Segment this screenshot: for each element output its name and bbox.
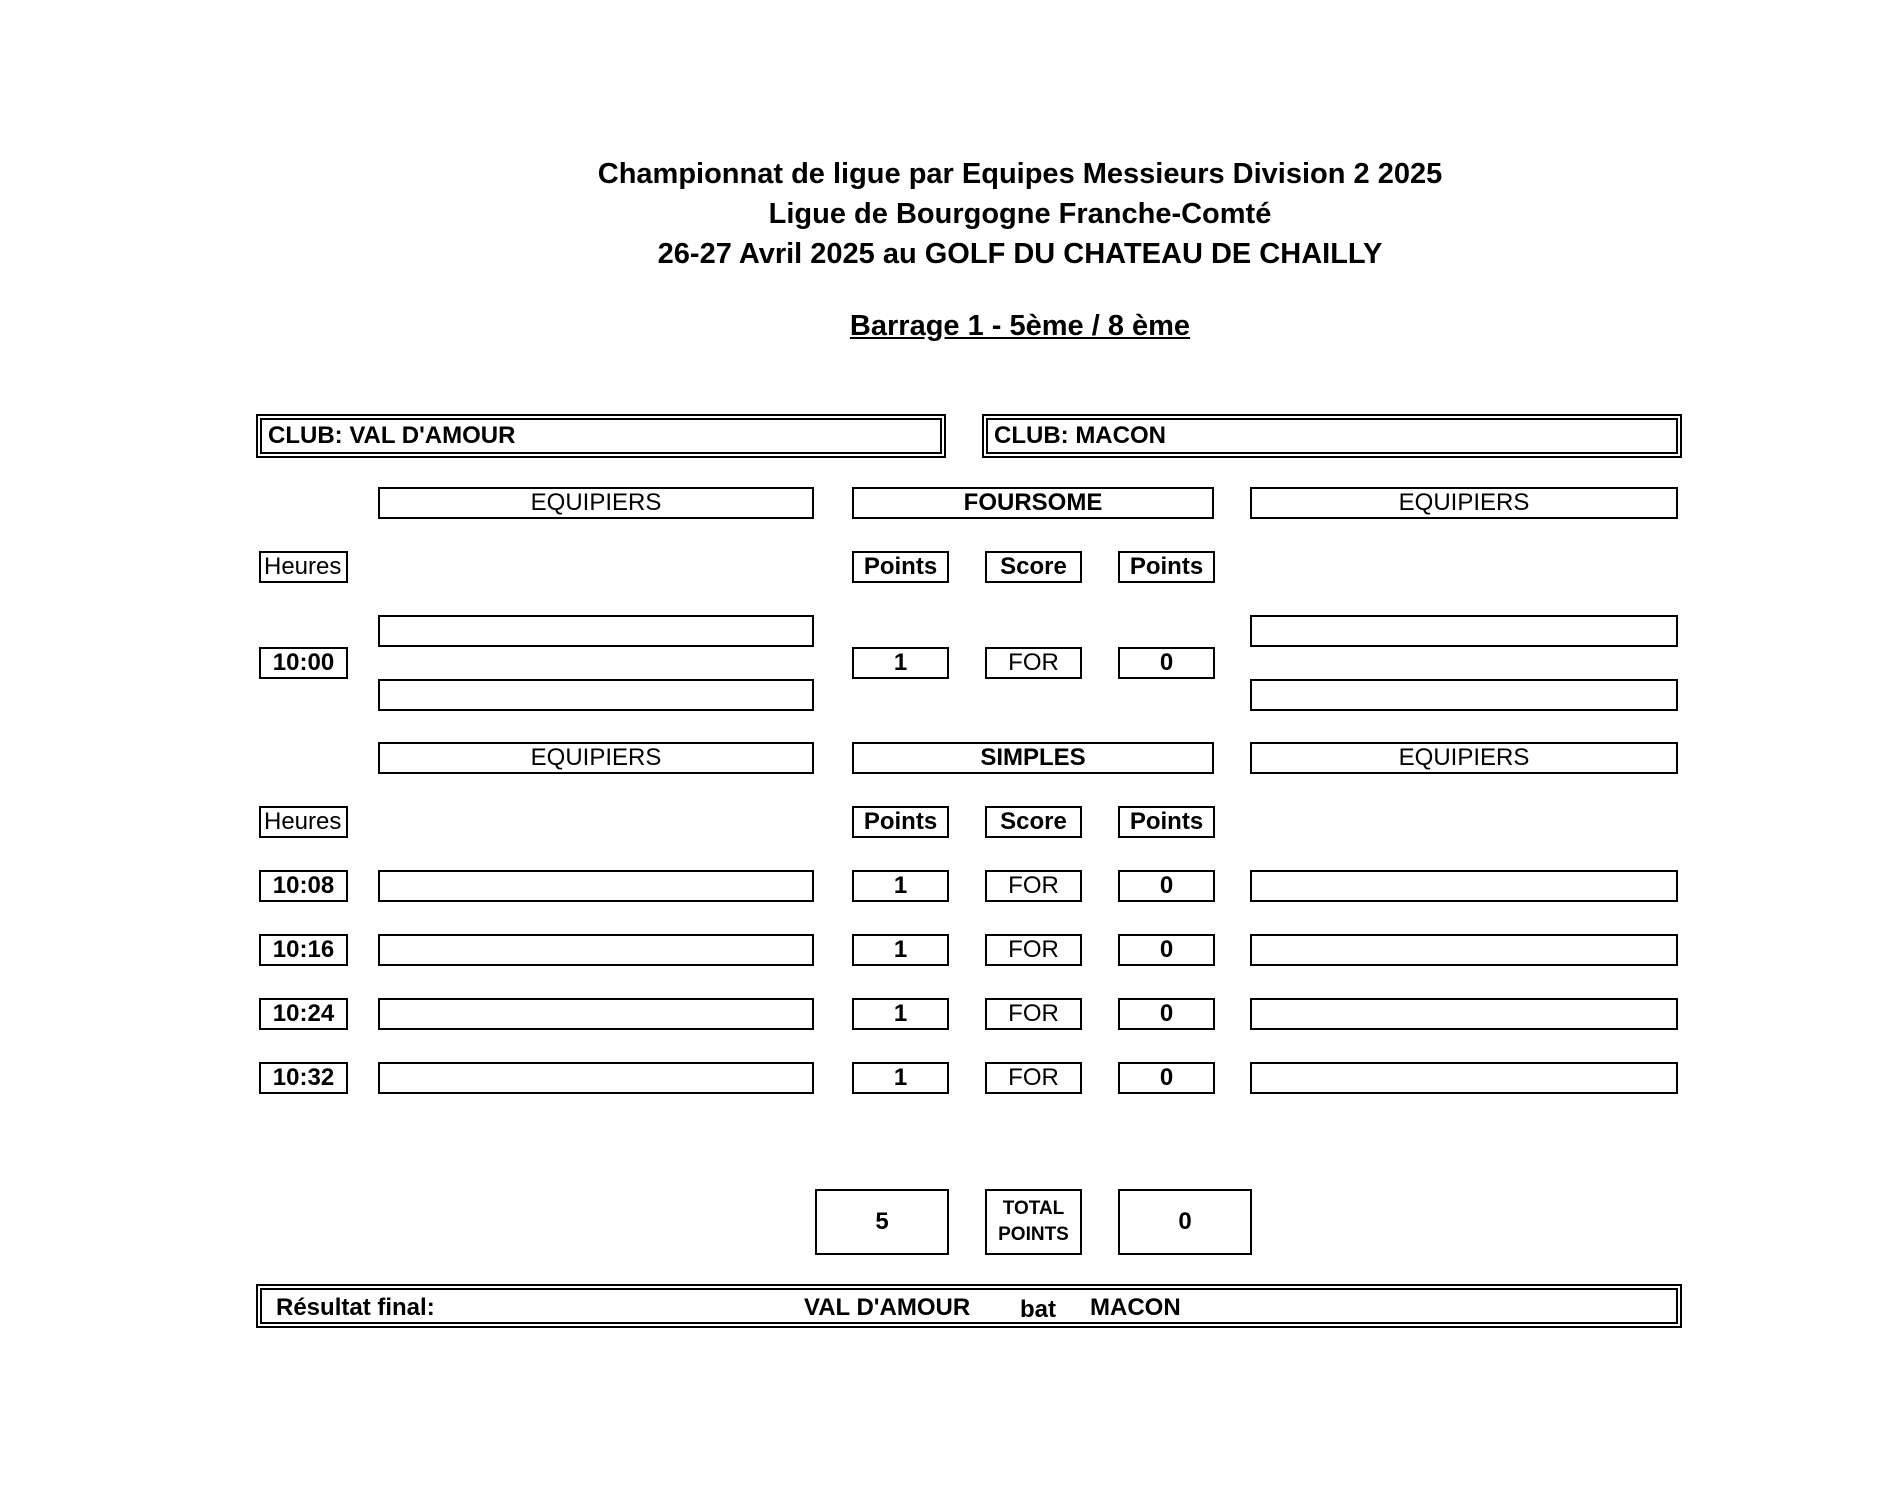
foursome-col-score: Score	[985, 551, 1082, 583]
club-left-label: CLUB: VAL D'AMOUR	[268, 422, 516, 449]
simples-row-4-points-left: 1	[852, 1062, 949, 1094]
foursome-player-right-2[interactable]	[1250, 679, 1678, 711]
result-loser: MACON	[1090, 1294, 1181, 1321]
foursome-player-left-1[interactable]	[378, 615, 814, 647]
simples-row-1-points-right: 0	[1118, 870, 1215, 902]
title-line-2: Ligue de Bourgogne Franche-Comté	[768, 198, 1272, 230]
foursome-player-left-2[interactable]	[378, 679, 814, 711]
simples-row-1-player-left[interactable]	[378, 870, 814, 902]
simples-row-4-player-right[interactable]	[1250, 1062, 1678, 1094]
simples-row-3-player-left[interactable]	[378, 998, 814, 1030]
simples-equipiers-left: EQUIPIERS	[378, 742, 814, 774]
simples-col-points-right: Points	[1118, 806, 1215, 838]
total-points-right: 0	[1118, 1189, 1252, 1255]
foursome-equipiers-left: EQUIPIERS	[378, 487, 814, 519]
total-points-left: 5	[815, 1189, 949, 1255]
simples-row-2-points-right: 0	[1118, 934, 1215, 966]
total-points-label	[985, 1189, 1082, 1255]
result-verb: bat	[1020, 1296, 1056, 1323]
club-right-box	[982, 414, 1682, 458]
simples-row-3-points-right: 0	[1118, 998, 1215, 1030]
simples-row-2-player-right[interactable]	[1250, 934, 1678, 966]
simples-row-4-points-right: 0	[1118, 1062, 1215, 1094]
club-right-label: CLUB: MACON	[994, 422, 1166, 449]
foursome-time: 10:00	[259, 647, 348, 679]
title-line-3: 26-27 Avril 2025 au GOLF DU CHATEAU DE CHAILLY	[657, 238, 1383, 270]
page-subtitle: Barrage 1 - 5ème / 8 ème	[849, 310, 1191, 342]
title-line-1: Championnat de ligue par Equipes Messieurs Division 2 2025	[597, 158, 1443, 190]
simples-heures-label: Heures	[259, 806, 348, 838]
foursome-player-right-1[interactable]	[1250, 615, 1678, 647]
result-box	[256, 1284, 1682, 1328]
simples-section-label: SIMPLES	[852, 742, 1214, 774]
simples-row-4-time: 10:32	[259, 1062, 348, 1094]
club-left-box	[256, 414, 946, 458]
total-label-line-1: TOTAL	[1002, 1198, 1065, 1219]
foursome-heures-label: Heures	[259, 551, 348, 583]
total-label-line-2: POINTS	[998, 1224, 1069, 1245]
foursome-equipiers-right: EQUIPIERS	[1250, 487, 1678, 519]
simples-row-3-points-left: 1	[852, 998, 949, 1030]
simples-row-2-time: 10:16	[259, 934, 348, 966]
simples-col-points-left: Points	[852, 806, 949, 838]
simples-row-4-player-left[interactable]	[378, 1062, 814, 1094]
foursome-col-points-left: Points	[852, 551, 949, 583]
result-winner: VAL D'AMOUR	[804, 1294, 971, 1321]
simples-equipiers-right: EQUIPIERS	[1250, 742, 1678, 774]
foursome-section-label: FOURSOME	[852, 487, 1214, 519]
simples-row-2-player-left[interactable]	[378, 934, 814, 966]
foursome-points-left: 1	[852, 647, 949, 679]
simples-row-3-player-right[interactable]	[1250, 998, 1678, 1030]
simples-row-2-score: FOR	[985, 934, 1082, 966]
simples-row-1-points-left: 1	[852, 870, 949, 902]
simples-row-1-time: 10:08	[259, 870, 348, 902]
result-label: Résultat final:	[276, 1294, 435, 1321]
simples-row-1-player-right[interactable]	[1250, 870, 1678, 902]
simples-col-score: Score	[985, 806, 1082, 838]
simples-row-1-score: FOR	[985, 870, 1082, 902]
simples-row-3-score: FOR	[985, 998, 1082, 1030]
foursome-score: FOR	[985, 647, 1082, 679]
simples-row-4-score: FOR	[985, 1062, 1082, 1094]
foursome-col-points-right: Points	[1118, 551, 1215, 583]
simples-row-3-time: 10:24	[259, 998, 348, 1030]
simples-row-2-points-left: 1	[852, 934, 949, 966]
foursome-points-right: 0	[1118, 647, 1215, 679]
